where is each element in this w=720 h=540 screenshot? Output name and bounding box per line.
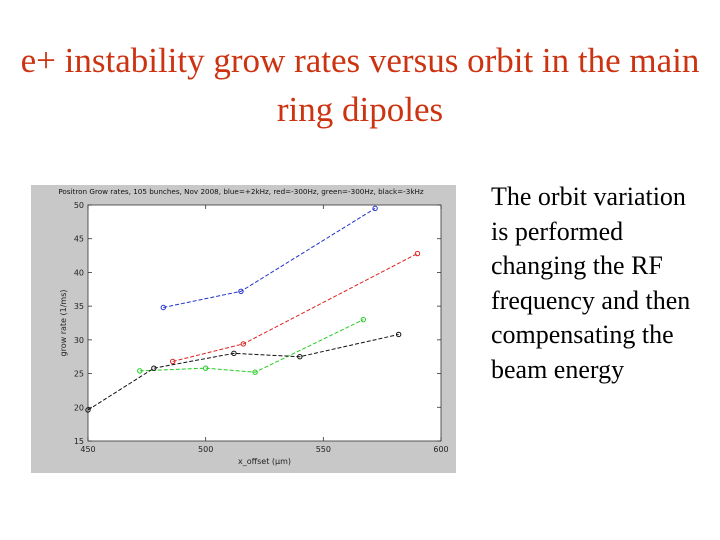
y-tick-label: 40 <box>73 268 84 278</box>
y-tick-label: 45 <box>73 234 84 244</box>
x-axis-label: x_offset (µm) <box>237 457 292 466</box>
x-tick-label: 500 <box>198 445 214 454</box>
grow-rate-chart <box>31 185 456 473</box>
slide-title: e+ instability grow rates versus orbit in the main ring dipoles <box>20 41 700 129</box>
y-tick-label: 35 <box>73 302 84 312</box>
y-axis-label: grow rate (1/ms) <box>59 289 68 357</box>
y-tick-label: 15 <box>73 437 84 446</box>
x-tick-label: 450 <box>80 445 96 454</box>
x-tick-label: 550 <box>315 445 331 454</box>
y-tick-label: 30 <box>73 335 84 345</box>
x-tick-label: 600 <box>433 445 449 454</box>
y-tick-label: 20 <box>73 403 84 413</box>
chart-panel <box>31 185 456 473</box>
plot-area <box>88 205 441 441</box>
y-tick-label: 50 <box>73 201 84 210</box>
chart-title: Positron Grow rates, 105 bunches, Nov 2008, blue=+2kHz, red=-300Hz, green=-300Hz, black=-3kHz <box>58 187 424 196</box>
side-text: The orbit variation is performed changing the RF frequency and then compensating the beam energy <box>491 182 691 384</box>
y-tick-label: 25 <box>73 369 84 379</box>
